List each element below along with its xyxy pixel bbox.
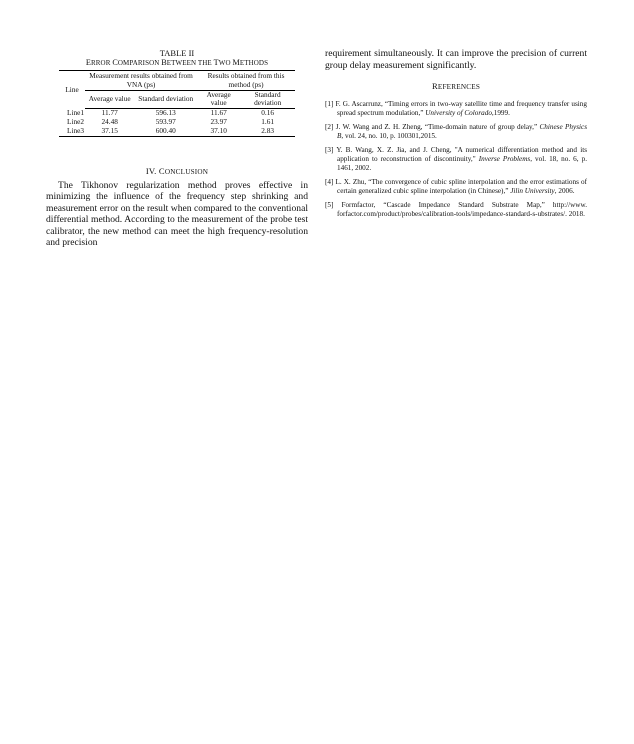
reference-item xyxy=(325,178,587,197)
heading-rest: EFERENCES xyxy=(437,83,481,91)
caption-part: ETHODS xyxy=(239,59,269,67)
ref-text: [3] Y. B. Wang, X. Z. Jia, and J. Cheng, "A numerical differentiation method and its application to reconstruction of discontinuity," xyxy=(325,145,587,164)
ref-text: [2] J. W. Wang and Z. H. Zheng, “Time-domain nature of group delay,” xyxy=(325,122,540,131)
table-row xyxy=(59,118,295,127)
continuation-paragraph: requirement simultaneously. It can improve the precision of current group delay measurement significantly. xyxy=(325,48,587,71)
caption-part: C xyxy=(112,58,118,67)
header-method-average: Average value xyxy=(197,90,240,109)
ref-text: [1] F. G. Ascarrunz, “Timing errors in two-way satellite time and frequency transfer using spread spectrum modulation,” xyxy=(325,100,587,118)
ref-venue: Jilin University xyxy=(510,187,555,196)
header-method-std: Standard deviation xyxy=(240,90,295,109)
ref-tail: , vol. 24, no. 10, p. 100301,2015. xyxy=(341,132,437,141)
ref-tail: , 2006. xyxy=(554,187,575,196)
cell-method-std: 2.83 xyxy=(240,127,295,136)
cell-line: Line1 xyxy=(67,107,85,117)
caption-part: T xyxy=(213,58,219,67)
table-row xyxy=(59,127,295,136)
cell-vna-std: 593.97 xyxy=(155,116,176,126)
references-heading xyxy=(325,81,587,91)
reference-item xyxy=(325,100,587,119)
ref-venue: Inverse Problems xyxy=(478,155,531,164)
ref-text: [5] Formfactor, “Cascade Impedance Standard Substrate Map,” http://www. forfactor.com/product/probes/calibration-tools/impedance-standard-s-ubstrates/. 2018. xyxy=(325,200,587,219)
section-number: IV. xyxy=(145,165,159,176)
conclusion-paragraph: The Tikhonov regularization method proves effective in minimizing the influence of the frequency step shrinking and measurement error on the result when compared to the conventional differential method. According to the measurement of the probe test calibrator, the new method can meet the high frequency-resolution and precision xyxy=(46,179,308,249)
conclusion-heading xyxy=(46,166,308,176)
heading-rest: ONCLUSION xyxy=(164,167,209,176)
cell-method-std: 0.16 xyxy=(261,108,275,118)
ref-tail: ,1999. xyxy=(491,109,510,118)
reference-item xyxy=(325,201,587,220)
left-column xyxy=(46,48,308,249)
heading-initial: R xyxy=(431,81,438,91)
header-line: Line xyxy=(59,71,85,109)
cell-vna-avg: 11.77 xyxy=(101,108,118,118)
table-caption xyxy=(46,58,308,68)
heading-initial: C xyxy=(158,165,165,176)
caption-part: RROR xyxy=(91,59,113,67)
header-vna-average: Average value xyxy=(85,90,134,109)
ref-venue: University of Colorado xyxy=(425,109,492,118)
reference-item xyxy=(325,123,587,142)
ref-tail: , vol. 18, no. 6, p. 1461, 2002. xyxy=(337,155,588,173)
header-group-vna: Measurement results obtained from VNA (ps) xyxy=(85,71,197,91)
cell-vna-std: 596.13 xyxy=(155,108,176,118)
cell-vna-std: 600.40 xyxy=(134,127,197,136)
cell-method-std: 1.61 xyxy=(261,116,275,126)
caption-part: WO xyxy=(218,59,233,67)
cell-method-avg: 11.67 xyxy=(210,108,227,118)
cell-method-avg: 37.10 xyxy=(197,127,240,136)
right-column xyxy=(325,48,587,223)
cell-vna-avg: 37.15 xyxy=(85,127,134,136)
reference-item xyxy=(325,146,587,174)
cell-method-avg: 23.97 xyxy=(210,116,227,126)
cell-line: Line3 xyxy=(59,127,85,136)
error-comparison-table xyxy=(59,70,295,137)
table-title: TABLE II xyxy=(159,48,195,58)
caption-part: E xyxy=(85,58,92,67)
caption-part: M xyxy=(232,58,240,67)
cell-vna-avg: 24.48 xyxy=(101,116,118,126)
ref-venue: Chinese Physics B xyxy=(337,122,587,141)
table-row xyxy=(59,109,295,118)
caption-part: OMPARISON xyxy=(117,59,162,67)
cell-line: Line2 xyxy=(67,116,85,126)
ref-text: [4] L. X. Zhu, “The convergence of cubic spline interpolation and the error estimations of certain generalized cubic spline interpolation (in Chinese),” xyxy=(325,177,587,196)
header-group-method: Results obtained from this method (ps) xyxy=(197,71,295,91)
caption-part: ETWEEN THE xyxy=(166,59,214,67)
header-vna-std: Standard deviation xyxy=(134,90,197,109)
caption-part: B xyxy=(161,58,167,67)
